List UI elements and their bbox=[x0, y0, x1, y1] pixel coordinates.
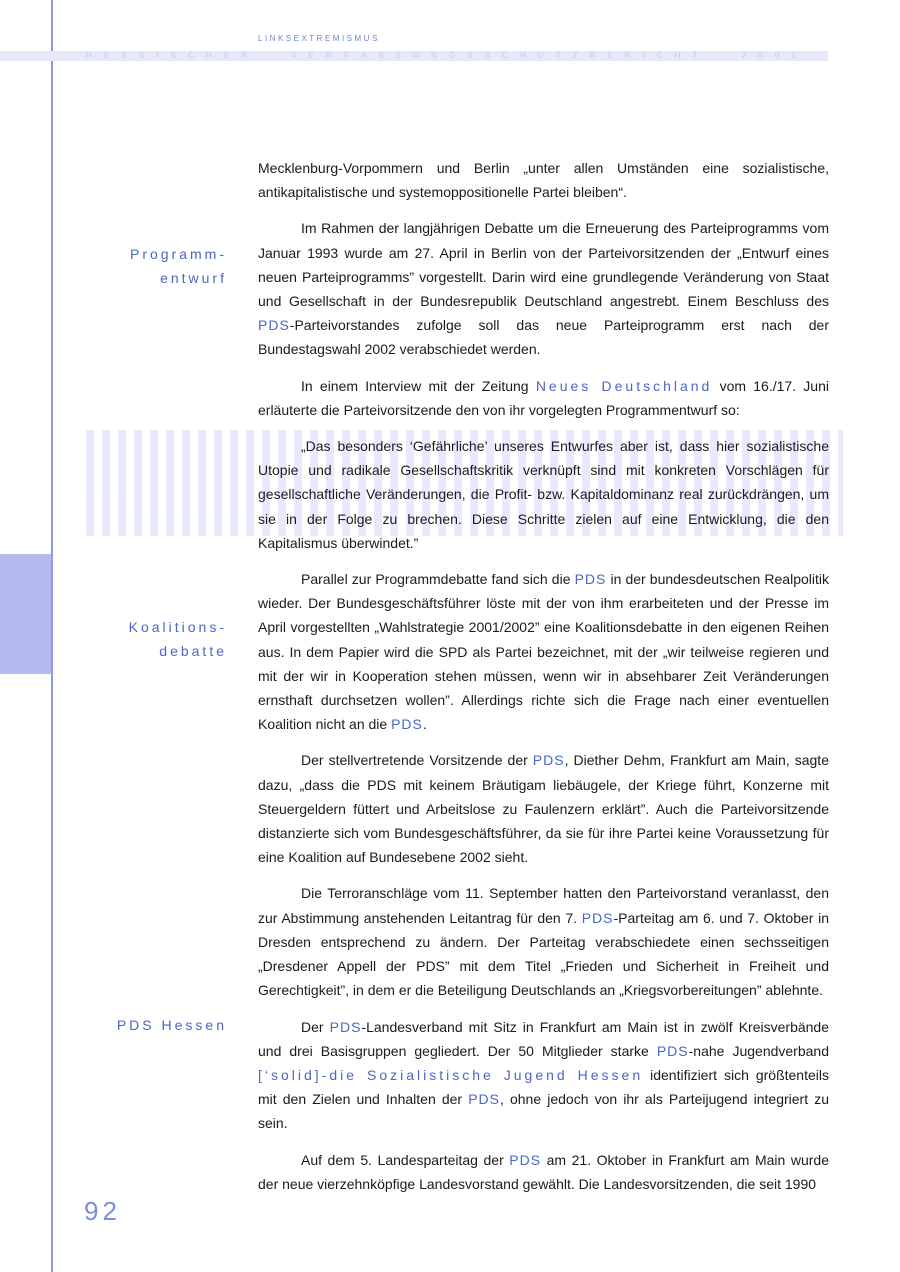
running-title-letter: 0 bbox=[758, 51, 763, 60]
paragraph: Auf dem 5. Landesparteitag der PDS am 21. Oktober in Frankfurt am Main wurde der neue vierzehnköpfige Landesvorstand gewählt. Die Landesvorsitzenden, die seit 1990 bbox=[258, 1151, 829, 1192]
running-title bbox=[86, 51, 796, 61]
running-title-letter: C bbox=[187, 51, 194, 60]
running-title-letter: H bbox=[86, 51, 92, 60]
running-title-letter: T bbox=[692, 51, 698, 60]
running-title-letter: 0 bbox=[774, 51, 780, 60]
term-pds: PDS bbox=[532, 752, 565, 769]
margin-rule bbox=[51, 0, 53, 1272]
running-title-letter: H bbox=[519, 51, 526, 60]
running-title-letter: S bbox=[484, 51, 491, 60]
running-title-letter: H bbox=[674, 51, 681, 60]
margin-note-pds-hessen: PDS Hessen bbox=[116, 1017, 227, 1033]
running-title-letter: H bbox=[205, 51, 212, 60]
term-pds: PDS bbox=[468, 1091, 500, 1108]
margin-note-line: entwurf bbox=[160, 270, 227, 286]
term-pds: PDS bbox=[656, 1042, 689, 1059]
running-title-letter: S bbox=[138, 51, 145, 60]
running-title-letter: I bbox=[156, 51, 159, 60]
running-title-letter bbox=[710, 51, 730, 61]
running-title-letter: U bbox=[413, 51, 419, 60]
running-title-letter: B bbox=[589, 51, 596, 60]
running-title-letter: R bbox=[325, 51, 332, 60]
chapter-tab bbox=[0, 554, 51, 674]
term-pds: PDS bbox=[391, 716, 423, 733]
running-title-letter: S bbox=[170, 51, 176, 60]
margin-note-line: Koalitions- bbox=[128, 619, 227, 635]
margin-note-line: debatte bbox=[159, 643, 227, 659]
term-pds: PDS bbox=[574, 571, 607, 588]
term-pds: PDS bbox=[258, 317, 290, 334]
running-title-letter: T bbox=[555, 51, 561, 60]
running-title-letter: I bbox=[642, 51, 645, 60]
running-title-letter: R bbox=[624, 51, 631, 60]
margin-note-line: Programm- bbox=[129, 246, 227, 262]
paragraph: Im Rahmen der langjährigen Debatte um die Erneuerung des Parteiprogramms vom Januar 1993 wurde am 27. April in Berlin von der Parteivorsitzenden der „Entwurf eines neuen Parteiprogramms” vorgestellt. Darin wird eine grundlegende Veränderung von Staat und Gesellschaft in der Bundesrepublik Deutschland angestrebt. Einem Beschluss des PDS-Parteivorstandes zufolge soll das neue Parteiprogramm erst nach der Bundestagswahl 2002 verabschiedet werden. bbox=[258, 220, 829, 358]
running-title-letter: E bbox=[308, 51, 314, 60]
paragraph: Parallel zur Programmdebatte fand sich die PDS in der bundesdeutschen Realpolitik wieder. Der Bundesgeschäftsführer löste mit der von ihm erarbeiteten und der Presse im April vorgestellten „Wahlstrategie 2001/2002” eine Koalitionsdebatte in den eigenen Reihen aus. In dem Papier wird die SPD als Partei bezeichnet, mit der „wir teilweise regieren und mit der wir in Kooperation stehen müssen, wenn wir in absehbarer Zeit Veränderungen ernsthaft durchsetzen wollen”. Allerdings richte sich die Frage nach einer eventuellen Koalition nicht an die PDS. bbox=[258, 571, 829, 733]
running-title-letter: A bbox=[360, 51, 367, 60]
running-title-letter: V bbox=[291, 51, 297, 60]
page-number: 92 bbox=[84, 1196, 121, 1226]
running-title-letter: S bbox=[395, 51, 402, 60]
running-title-letter: G bbox=[448, 51, 456, 60]
quotation: „Das besonders ‘Gefährliche’ unseres Entwurfes aber ist, dass hier sozialistische Utopie und radikale Gesellschaftskritik verknüpft sind mit konkreten Vorschlägen für gesellschaftliche Veränderungen, die Profit- bzw. Kapitaldominanz real zurückdrängen, um sie in der Folge zu brechen. Diese Schritte zielen auf eine Entwicklung, die den Kapitalismus überwindet.” bbox=[258, 438, 829, 551]
paragraph: Der PDS-Landesverband mit Sitz in Frankfurt am Main ist in zwölf Kreisverbände und drei Basisgruppen gegliedert. Der 50 Mitglieder starke PDS-nahe Jugendverband [‘solid]-die Sozialistische Jugend Hessen identifiziert sich größtenteils mit den Zielen und Inhalten der PDS, ohne jedoch von ihr als Parteijugend integriert zu sein. bbox=[258, 1018, 829, 1132]
paragraph: Die Terroranschläge vom 11. September hatten den Parteivorstand veranlasst, den zur Abstimmung anstehenden Leitantrag für den 7. PDS-Parteitag am 6. und 7. Oktober in Dresden entsprechend zu ändern. Der Parteitag verabschiedete einen sechsseitigen „Dresdener Appell der PDS” mit dem Titel „Frieden und Sicherheit in Freiheit und Gerechtigkeit”, in dem er die Beteiligung Deutschlands an „Kriegsvorbereitungen” ablehnte. bbox=[258, 885, 829, 999]
section-label: LINKSEXTREMISMUS bbox=[258, 34, 380, 43]
term-pds: PDS bbox=[329, 1018, 362, 1035]
running-title-letter: S bbox=[378, 51, 384, 60]
term-pds: PDS bbox=[581, 909, 614, 926]
body-text bbox=[258, 156, 829, 1208]
paragraph: Der stellvertretende Vorsitzende der PDS, Diether Dehm, Frankfurt am Main, sagte dazu, „dass die PDS mit keinem Bräutigam liebäugele, der Kriege führt, Konzerne mit Steuergeldern füttert und Arbeitslose zu Faulenzern erklärt”. Auch die Parteivorsitzende distanzierte sich vom Bundesgeschäftsführer, da sie für ihre Partei keine Voraussetzung für eine Koalition auf Bundesebene 2002 sieht. bbox=[258, 752, 829, 866]
term-pds: PDS bbox=[509, 1151, 542, 1168]
margin-note-koalitionsdebatte bbox=[129, 615, 227, 663]
running-title-letter: 1 bbox=[791, 51, 796, 60]
term-newspaper: Neues Deutschland bbox=[535, 377, 713, 394]
margin-note-programmentwurf bbox=[130, 242, 227, 290]
running-title-letter: E bbox=[103, 51, 110, 60]
running-title-letter bbox=[259, 51, 279, 61]
paragraph: Mecklenburg-Vorpommern und Berlin „unter allen Umständen eine sozialistische, antikapitalistische und systemoppositionelle Partei bleiben“. bbox=[258, 160, 829, 201]
running-title-letter: C bbox=[502, 51, 508, 60]
term-youth-org: [‘solid]-die Sozialistische Jugend Hessen bbox=[258, 1066, 644, 1083]
running-title-letter: F bbox=[343, 51, 349, 60]
running-title-letter: N bbox=[431, 51, 437, 60]
running-title-letter: E bbox=[223, 51, 230, 60]
running-title-letter: S bbox=[467, 51, 473, 60]
running-title-letter: R bbox=[241, 51, 247, 60]
running-title-letter: C bbox=[656, 51, 663, 60]
running-title-letter: U bbox=[537, 51, 544, 60]
running-title-letter: Z bbox=[572, 51, 578, 60]
running-title-letter: S bbox=[121, 51, 127, 60]
running-title-letter: 2 bbox=[741, 51, 747, 60]
paragraph: In einem Interview mit der Zeitung Neues Deutschland vom 16./17. Juni erläuterte die Parteivorsitzende den von ihr vorgelegten Programmentwurf so: bbox=[258, 377, 829, 418]
running-title-letter: E bbox=[607, 51, 613, 60]
